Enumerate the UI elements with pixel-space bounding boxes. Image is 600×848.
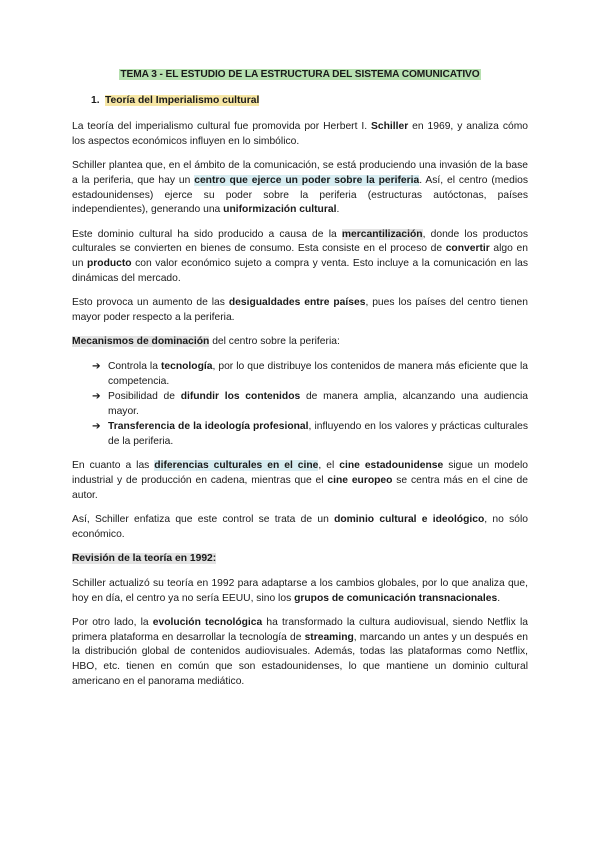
document-page (72, 68, 528, 699)
paragraph-technology: Por otro lado, la evolución tecnológica ha transformado la cultura audiovisual, siendo Netflix la primera plataforma en desarrollar la tecnología de streaming, marcando un antes y un después en la distribución global de contenidos audiovisuales. Además, todas las plataformas como Netflix, HBO, etc. tienen en común que son estadounidenses, lo que mantiene un dominio cultural americano en el panorama mediático. (72, 617, 528, 687)
subheading: Revisión de la teoría en 1992: (72, 553, 217, 565)
paragraph-mechanisms: Mecanismos de dominación del centro sobre la periferia: (72, 336, 340, 348)
paragraph-inequalities: Esto provoca un aumento de las desigualdades entre países, pues los países del centro tienen mayor poder respecto a la periferia. (72, 297, 528, 323)
list-item: ➔ Controla la tecnología, por lo que distribuye los contenidos de manera más eficiente que la competencia. (92, 360, 528, 387)
section-heading (91, 94, 528, 109)
arrow-icon: ➔ (92, 421, 101, 433)
paragraph-1992-update: Schiller actualizó su teoría en 1992 para adaptarse a los cambios globales, por lo que analiza que, hoy en día, el centro ya no sería EEUU, sino los grupos de comunicación transnacionales. (72, 578, 528, 604)
list-item: ➔ Transferencia de la ideología profesional, influyendo en los valores y prácticas culturales de la periferia. (92, 421, 528, 447)
arrow-icon: ➔ (92, 391, 101, 403)
section-number: 1. (91, 94, 100, 106)
paragraph-center-periphery: Schiller plantea que, en el ámbito de la comunicación, se está produciendo una invasión de la base a la periferia, que hay un centro que ejerce un poder sobre la periferia. Así, el centro (medios estadounidenses) ejerce su poder sobre la periferia (estructuras autóctonas, países independientes), generando una uniformización cultural. (72, 160, 529, 216)
section-title: Teoría del Imperialismo cultural (105, 94, 260, 106)
paragraph-intro: La teoría del imperialismo cultural fue promovida por Herbert I. Schiller en 1969, y analiza cómo los aspectos económicos influyen en lo simbólico. (72, 121, 529, 147)
paragraph-ideological-domination: Así, Schiller enfatiza que este control se trata de un dominio cultural e ideológico, no sólo económico. (72, 514, 528, 540)
list-item: ➔ Posibilidad de difundir los contenidos de manera amplia, alcanzando una audiencia mayor. (92, 391, 528, 417)
arrow-icon: ➔ (92, 360, 101, 372)
paragraph-mercantilization: Este dominio cultural ha sido producido a causa de la mercantilización, donde los productos culturales se convierten en bienes de consumo. Esta consiste en el proceso de convertir algo en un producto con valor económico sujeto a compra y venta. Esto incluye a la comunicación en las dinámicas del mercado. (72, 228, 528, 284)
mechanisms-list (72, 360, 528, 450)
page-title: TEMA 3 - EL ESTUDIO DE LA ESTRUCTURA DEL SISTEMA COMUNICATIVO (120, 69, 480, 80)
paragraph-cinema: En cuanto a las diferencias culturales en el cine, el cine estadounidense sigue un modelo industrial y de producción en cadena, mientras que el cine europeo se centra más en el cine de autor. (72, 460, 528, 501)
